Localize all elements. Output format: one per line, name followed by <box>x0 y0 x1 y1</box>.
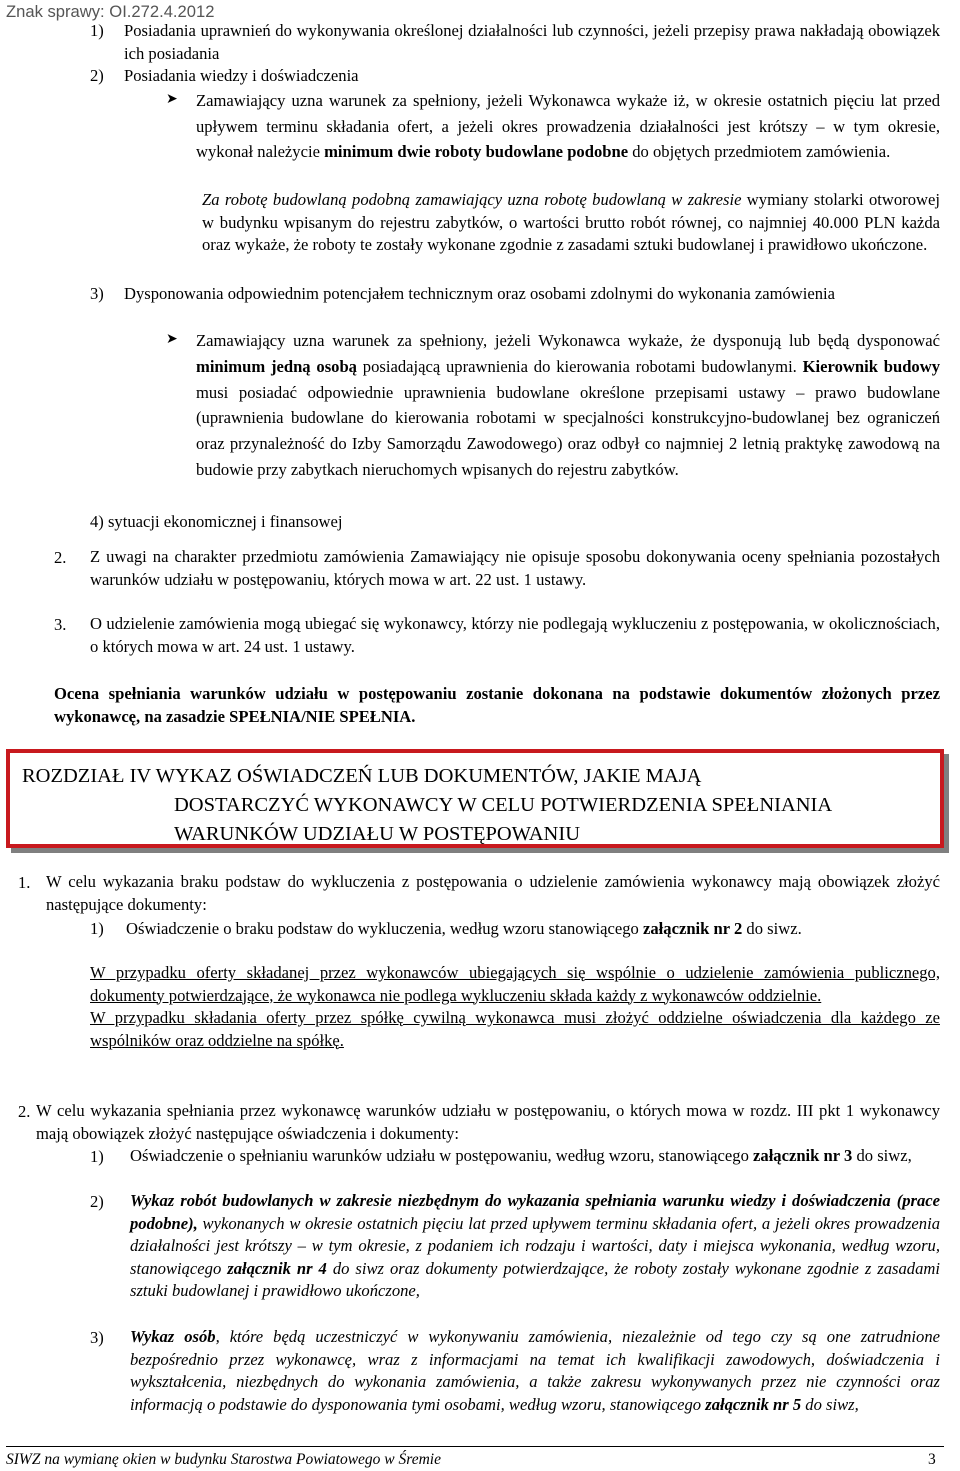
page-number: 3 <box>928 1451 936 1468</box>
section-2-item-3 <box>90 1326 940 1416</box>
section-2-item-1-text: Oświadczenie o spełnianiu warunków udziału w postępowaniu, według wzoru, stanowiącego załącznik nr 3 do siwz, <box>130 1146 912 1165</box>
footer-title: SIWZ na wymianę okien w budynku Starostwa Powiatowego w Śremie <box>6 1451 441 1468</box>
item-number: 2. <box>54 548 67 567</box>
item-number: 3) <box>90 284 104 303</box>
min-works-emphasis: minimum dwie roboty budowlane podobne <box>324 142 629 161</box>
item-number: 1. <box>18 873 31 892</box>
section-1-item-1-text: Oświadczenie o braku podstaw do wykluczenia, według wzoru stanowiącego załącznik nr 2 do siwz. <box>126 919 802 938</box>
item-number: 2) <box>90 66 104 85</box>
joint-offer-note <box>90 962 940 1052</box>
item-number: 1) <box>90 919 104 938</box>
section-1-item-1 <box>90 917 940 940</box>
section-2-text: W celu wykazania spełniania przez wykonawcę warunków udziału w postępowaniu, o których mowa w rozdz. III pkt 1 wykonawcy mają obowiązek złożyć następujące oświadczenia i dokumenty: <box>36 1101 940 1143</box>
condition-2-requirement <box>166 88 940 165</box>
point-3-text: O udzielenie zamówienia mogą ubiegać się wykonawcy, którzy nie podlegają wykluczeniu z postępowania, w okolicznościach, o których mowa w art. 24 ust. 1 ustawy. <box>90 614 940 656</box>
section-1 <box>18 871 940 916</box>
condition-2-requirement-text: Zamawiający uzna warunek za spełniony, jeżeli Wykonawca wykaże iż, w okresie ostatnich pięciu lat przed upływem terminu składania ofert, a jeżeli okres prowadzenia działalności jest krótszy – w tym okresie, wykonał należycie minimum dwie roboty budowlane podobne do objętych przedmiotem zamówienia. <box>196 91 940 161</box>
civil-partnership-text: W przypadku składania oferty przez spółkę cywilną wykonawca musi złożyć oddzielne oświadczenia dla każdego ze wspólników oraz oddzielne na spółkę. <box>90 1008 940 1050</box>
case-reference: Znak sprawy: OI.272.4.2012 <box>6 2 215 21</box>
section-2-item-3-text: Wykaz osób, które będą uczestniczyć w wykonywaniu zamówienia, niezależnie od tego czy są one zatrudnione bezpośrednio przez wykonawcę, wraz z informacjami na temat ich kwalifikacji zawodowych, doświadczenia i wykształcenia, niezbędnych do wykonania zamówienia, a także zakresu wykonywanych przez nie czynności oraz informacją o podstawie do dysponowania tymi osobami, według wzoru, stanowiącego załącznik nr 5 do siwz, <box>130 1327 940 1414</box>
chapter-heading-line-3: WARUNKÓW UDZIAŁU W POSTĘPOWANIU <box>174 823 580 845</box>
item-number: 2. <box>18 1102 31 1121</box>
joint-offer-text: W przypadku oferty składanej przez wykonawców ubiegających się wspólnie o udzielenie zamówienia publicznego, dokumenty potwierdzające, że wykonawca nie podlega wykluczeniu składa każdy z wykonawców oddzielnie. <box>90 963 940 1005</box>
section-2-item-2-text: Wykaz robót budowlanych w zakresie niezbędnym do wykazania spełniania warunku wiedzy i doświadczenia (prace podobne), wykonanych w okresie ostatnich pięciu lat przed upływem terminu składania ofert, a jeżeli okres prowadzenia działalności jest krótszy – w tym okresie, z podaniem ich rodzaju i wartości, daty i miejsca wykonania, według wzoru, stanowiącego załącznik nr 4 do siwz oraz dokumenty potwierdzające, że roboty zostały wykonane zgodnie z zasadami sztuki budowlanej i prawidłowo ukończone, <box>130 1191 940 1300</box>
chapter-heading-line-1: ROZDZIAŁ IV WYKAZ OŚWIADCZEŃ LUB DOKUMENTÓW, JAKIE MAJĄ <box>22 765 702 787</box>
condition-3 <box>90 282 940 305</box>
item-number: 1) <box>90 21 104 40</box>
arrow-bullet-icon: ➤ <box>166 332 178 347</box>
section-2 <box>18 1100 940 1145</box>
item-number: 3. <box>54 615 67 634</box>
item-number: 2) <box>90 1192 104 1211</box>
assessment-note <box>54 682 940 728</box>
condition-3-requirement <box>166 328 940 483</box>
condition-1 <box>90 19 940 65</box>
condition-4 <box>90 510 940 533</box>
condition-2 <box>90 64 940 87</box>
chapter-heading-line-2: DOSTARCZYĆ WYKONAWCY W CELU POTWIERDZENIA SPEŁNIANIA <box>174 794 833 816</box>
similar-work-italic: Za robotę budowlaną podobną zamawiający uzna robotę budowlaną w zakresie <box>202 190 742 209</box>
assessment-text: Ocena spełniania warunków udziału w postępowaniu zostanie dokonana na podstawie dokumentów złożonych przez wykonawcę, na zasadzie SPEŁNIA/NIE SPEŁNIA. <box>54 684 940 726</box>
condition-3-requirement-text: Zamawiający uzna warunek za spełniony, jeżeli Wykonawca wykaże, że dysponują lub będą dysponować minimum jedną osobą posiadającą uprawnienia do kierowania robotami budowlanymi. Kierownik budowy musi posiadać odpowiednie uprawnienia budowlane określone przepisami ustawy – prawo budowlane (uprawnienia budowlane do kierowania robotami w specjalności konstrukcyjno-budowlanej bez ograniczeń oraz przynależność do Izby Samorządu Zawodowego) oraz odbył co najmniej 2 letnią praktykę zawodową na budowie przy zabytkach nieruchomych wpisanych do rejestru zabytków. <box>196 331 941 479</box>
section-1-text: W celu wykazania braku podstaw do wykluczenia z postępowania o udzielenie zamówienia wykonawcy mają obowiązek złożyć następujące dokumenty: <box>46 872 940 914</box>
point-3 <box>54 613 940 658</box>
section-2-item-2 <box>90 1190 940 1303</box>
chapter-heading-box <box>6 749 944 848</box>
point-2-text: Z uwagi na charakter przedmiotu zamówienia Zamawiający nie opisuje sposobu dokonywania oceny spełniania pozostałych warunków udziału w postępowaniu, których mowa w art. 22 ust. 1 ustawy. <box>90 547 940 589</box>
arrow-bullet-icon: ➤ <box>166 92 178 107</box>
condition-2-text: Posiadania wiedzy i doświadczenia <box>124 66 359 85</box>
point-2 <box>54 546 940 591</box>
similar-work-definition: Za robotę budowlaną podobną zamawiający uzna robotę budowlaną w zakresie wymiany stolarki otworowej w budynku wpisanym do rejestru zabytków, o wartości brutto robót równej, co najmniej 40.000 PLN każda oraz wykaże, że roboty te zostały wykonane zgodnie z zasadami sztuki budowlanej i prawidłowo ukończone. <box>202 190 940 254</box>
item-number: 1) <box>90 1147 104 1166</box>
condition-4-text: 4) sytuacji ekonomicznej i finansowej <box>90 512 343 531</box>
section-2-item-1 <box>90 1145 940 1168</box>
condition-1-text: Posiadania uprawnień do wykonywania określonej działalności lub czynności, jeżeli przepisy prawa nakładają obowiązek ich posiadania <box>124 21 940 63</box>
condition-3-text: Dysponowania odpowiednim potencjałem technicznym oraz osobami zdolnymi do wykonania zamówienia <box>124 284 836 303</box>
item-number: 3) <box>90 1328 104 1347</box>
footer-rule <box>6 1446 944 1447</box>
